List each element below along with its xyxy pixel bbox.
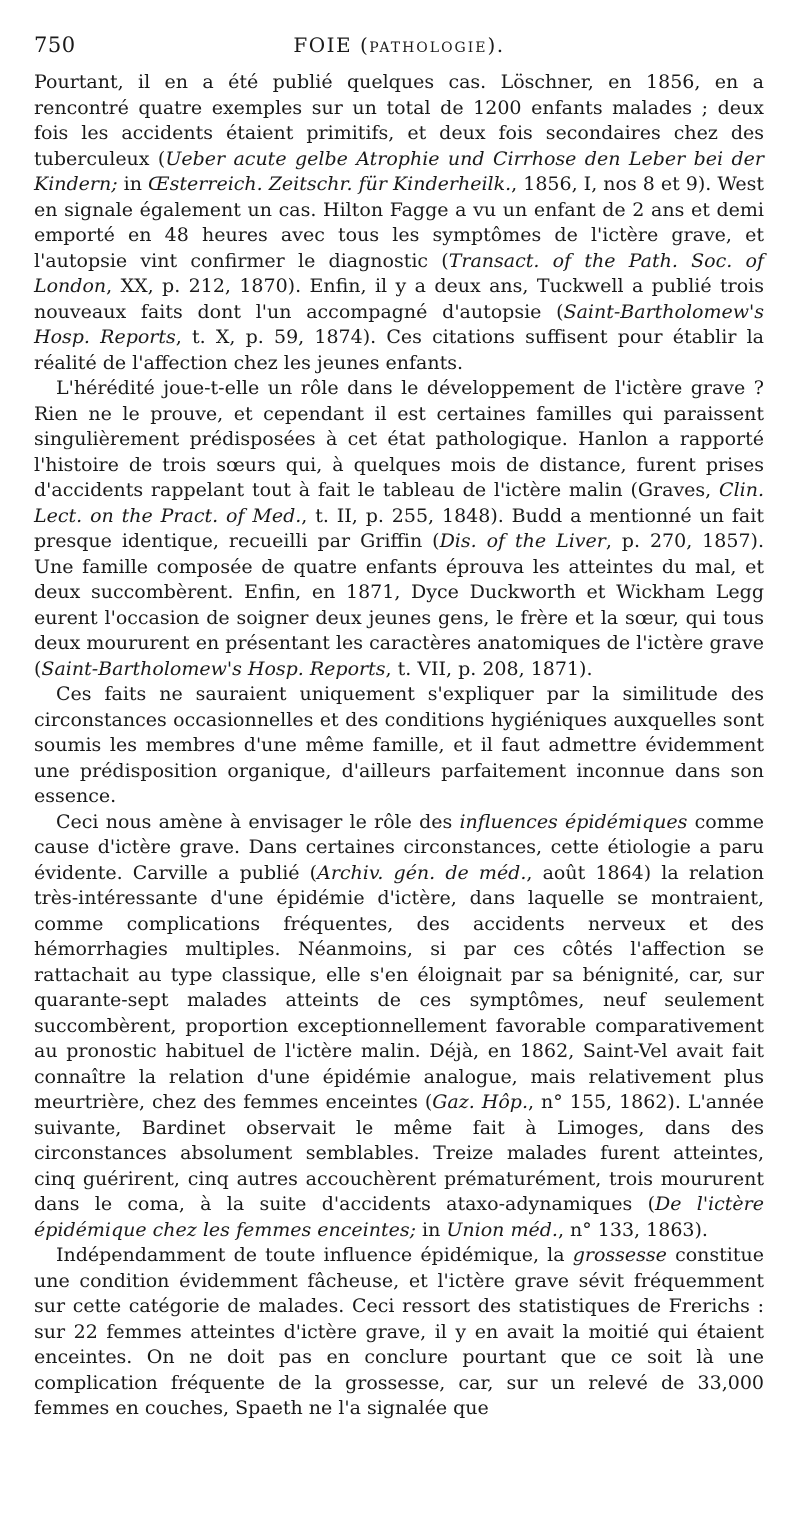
- text-run: L'hérédité joue-t-elle un rôle dans le développement de l'ictère grave ? Rien ne le prouve, et cependant il est certaines familles qui paraissent singulièrement prédisposées à cet état pathologique. Hanlon a rapporté l'histoire de trois sœurs qui, à quelques mois de distance, furent prises d'accidents rappelant tout à fait le tableau de l'ictère malin (Graves,: [34, 377, 764, 501]
- text-run: , t. II, p. 255, 1848). Budd a mentionné un fait presque identique, recueilli par Griffin (: [34, 504, 764, 552]
- italic-citation: Dis. of the Liver: [439, 530, 606, 552]
- italic-citation: Œsterreich. Zeitschr. für Kinderheilk.: [148, 173, 512, 195]
- italic-citation: Ueber acute gelbe Atrophie und Cirrhose den Leber bei der Kindern;: [34, 147, 764, 195]
- italic-citation: De l'ictère épidémique chez les femmes enceintes;: [34, 1193, 764, 1241]
- text-run: in: [416, 1218, 447, 1241]
- italic-citation: grossesse: [572, 1244, 667, 1266]
- page-number: 750: [34, 33, 76, 57]
- text-run: , t. X, p. 59, 1874). Ces citations suffisent pour établir la réalité de l'affection chez les jeunes enfants.: [34, 326, 764, 374]
- text-run: , t. VII, p. 208, 1871).: [385, 657, 593, 680]
- paragraph: [34, 682, 764, 810]
- text-run: , p. 270, 1857). Une famille composée de quatre enfants éprouva les atteintes du mal, et deux succombèrent. Enfin, en 1871, Dyce Duckworth et Wickham Legg eurent l'occasion de soigner deux jeunes gens, le frère et la sœur, qui tous deux moururent en présentant les caractères anatomiques de l'ictère grave (: [34, 530, 764, 680]
- paragraph: [34, 376, 764, 682]
- text-run: constitue une condition évidemment fâcheuse, et l'ictère grave sévit fréquemment sur cette catégorie de malades. Ceci ressort des statistiques de Frerichs : sur 22 femmes atteintes d'ictère grave, il y en avait la moitié qui étaient enceintes. On ne doit pas en conclure pourtant que ce soit là une complication fréquente de la grossesse, car, sur un relevé de 33,000 femmes en couches, Spaeth ne l'a signalée que: [34, 1244, 764, 1419]
- paragraph: [34, 810, 764, 1244]
- body-text: [34, 70, 764, 1422]
- text-run: Ces faits ne sauraient uniquement s'expliquer par la similitude des circonstances occasionnelles et des conditions hygiéniques auxquelles sont soumis les membres d'une même famille, et il faut admettre évidemment une prédisposition organique, d'ailleurs parfaitement inconnue dans son essence.: [34, 683, 764, 807]
- paragraph: [34, 1243, 764, 1422]
- running-title: [34, 33, 764, 57]
- text-run: comme cause d'ictère grave. Dans certaines circonstances, cette étiologie a paru évidente. Carville a publié (: [34, 810, 764, 884]
- running-title-end: ).: [487, 33, 505, 57]
- italic-citation: Union méd.: [446, 1218, 558, 1241]
- italic-citation: Gaz. Hôp.: [432, 1091, 529, 1113]
- text-run: , n° 133, 1863).: [557, 1218, 708, 1241]
- italic-citation: Transact. of the Path. Soc. of London: [34, 249, 764, 297]
- text-run: , XX, p. 212, 1870). Enfin, il y a deux ans, Tuckwell a publié trois nouveaux faits dont l'un accompagné d'autopsie (: [34, 275, 764, 323]
- italic-citation: Saint-Bartholomew's Hosp. Reports: [41, 657, 386, 680]
- italic-citation: Saint-Bartholomew's Hosp. Reports: [34, 300, 764, 348]
- text-run: Indépendamment de toute influence épidémique, la: [56, 1244, 573, 1266]
- running-header: [34, 33, 764, 63]
- running-title-main: FOIE (: [293, 33, 370, 57]
- italic-citation: influences épidémiques: [459, 810, 688, 833]
- italic-citation: Clin. Lect. on the Pract. of Med.: [34, 479, 764, 527]
- text-run: , n° 155, 1862). L'année suivante, Bardinet observait le même fait à Limoges, dans des circonstances absolument semblables. Treize malades furent atteintes, cinq guérirent, cinq autres accouchèrent prématurément, trois moururent dans le coma, à la suite d'accidents ataxo-adynamiques (: [34, 1091, 764, 1215]
- text-run: , 1856, I, nos 8 et 9). West en signale également un cas. Hilton Fagge a vu un enfant de 2 ans et demi emporté en 48 heures avec tous les symptômes de l'ictère grave, et l'autopsie vint confirmer le diagnostic (: [34, 173, 764, 272]
- text-run: Pourtant, il en a été publié quelques cas. Löschner, en 1856, en a rencontré quatre exemples sur un total de 1200 enfants malades ; deux fois les accidents étaient primitifs, et deux fois secondaires chez des tuberculeux (: [34, 71, 764, 170]
- paragraph: [34, 70, 764, 376]
- text-run: in: [117, 173, 149, 195]
- text-run: Ceci nous amène à envisager le rôle des: [56, 810, 460, 833]
- running-title-smallcaps: PATHOLOGIE: [369, 40, 488, 56]
- text-run: , août 1864) la relation très-intéressante d'une épidémie d'ictère, dans laquelle se montraient, comme complications fréquentes, des accidents nerveux et des hémorrhagies multiples. Néanmoins, si par ces côtés l'affection se rattachait au type classique, elle s'en éloignait par sa bénignité, car, sur quarante-sept malades atteints de ces symptômes, neuf seulement succombèrent, proportion exceptionnellement favorable comparativement au pronostic habituel de l'ictère malin. Déjà, en 1862, Saint-Vel avait fait connaître la relation d'une épidémie analogue, mais relativement plus meurtrière, chez des femmes enceintes (: [34, 861, 764, 1113]
- italic-citation: Archiv. gén. de méd.: [317, 861, 527, 884]
